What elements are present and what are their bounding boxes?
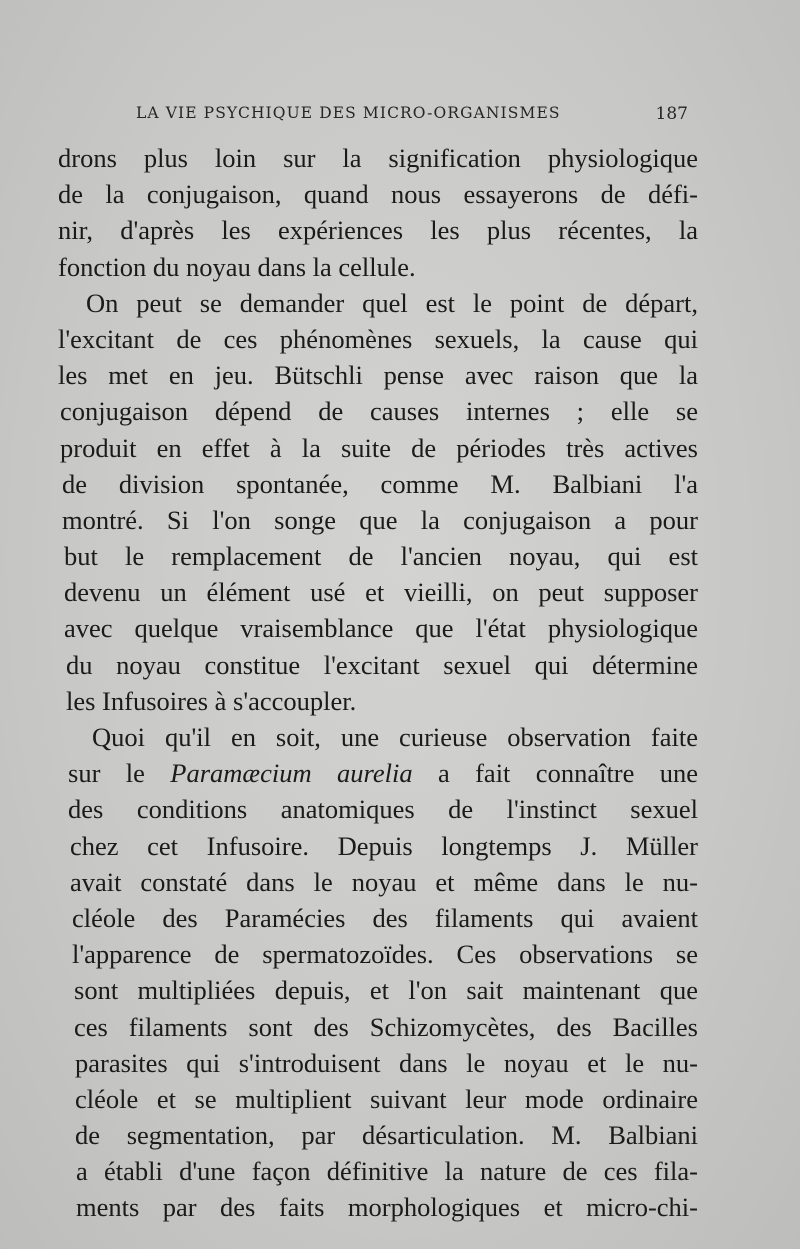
text-line: ces filaments sont des Schizomycètes, des Bacilles: [74, 1011, 698, 1042]
text-line: de segmentation, par désarticulation. M. Balbiani: [75, 1120, 698, 1151]
text-segment: a fait connaître une: [437, 758, 699, 789]
text-line: nir, d'après les expériences les plus récentes, la: [58, 215, 698, 246]
text-line: chez cet Infusoire. Depuis longtemps J. Müller: [70, 830, 698, 861]
text-line: montré. Si l'on songe que la conjugaison a pour: [62, 504, 698, 535]
text-line: l'excitant de ces phénomènes sexuels, la cause qui: [58, 323, 698, 354]
text-line: avait constaté dans le noyau et même dans le nu-: [70, 866, 698, 897]
text-line-with-italic: [58, 755, 698, 791]
text-line: les Infusoires à s'accoupler.: [66, 685, 357, 716]
text-line: fonction du noyau dans la cellule.: [58, 251, 416, 282]
paragraph-3: [58, 719, 698, 1226]
text-line: but le remplacement de l'ancien noyau, qui est: [64, 541, 698, 572]
text-line: parasites qui s'introduisent dans le noyau et le nu-: [75, 1047, 698, 1078]
text-line: de la conjugaison, quand nous essayerons de défi-: [58, 179, 698, 210]
text-line: de division spontanée, comme M. Balbiani l'a: [62, 468, 698, 499]
text-line: du noyau constitue l'excitant sexuel qui détermine: [66, 649, 698, 680]
text-line: drons plus loin sur la signification physiologique: [58, 143, 698, 173]
text-line: ments par des faits morphologiques et micro-chi-: [76, 1192, 698, 1223]
text-line: l'apparence de spermatozoïdes. Ces observations se: [72, 939, 698, 970]
paragraph-1: [58, 140, 698, 285]
body-text: [58, 140, 698, 1226]
text-line: conjugaison dépend de causes internes ; elle se: [60, 396, 698, 427]
text-line: avec quelque vraisemblance que l'état physiologique: [64, 613, 698, 644]
running-header: [60, 104, 688, 130]
species-name: Paramæcium aurelia: [170, 758, 413, 789]
text-segment: sur le: [68, 758, 145, 789]
text-line: produit en effet à la suite de périodes très actives: [60, 432, 698, 463]
running-title: LA VIE PSYCHIQUE DES MICRO-ORGANISMES: [136, 104, 561, 122]
page-number: 187: [655, 104, 688, 124]
text-line: sont multipliées depuis, et l'on sait maintenant que: [74, 975, 698, 1006]
text-line: Quoi qu'il en soit, une curieuse observation faite: [92, 722, 698, 752]
text-line: On peut se demander quel est le point de départ,: [86, 287, 698, 318]
text-line: des conditions anatomiques de l'instinct sexuel: [68, 794, 698, 825]
text-line: les met en jeu. Bütschli pense avec raison que la: [58, 360, 698, 391]
text-line: cléole des Paramécies des filaments qui avaient: [72, 902, 698, 933]
text-line: a établi d'une façon définitive la nature de ces fila-: [76, 1156, 698, 1187]
text-line: cléole et se multiplient suivant leur mode ordinaire: [75, 1083, 698, 1114]
text-line: devenu un élément usé et vieilli, on peut supposer: [64, 577, 698, 608]
paragraph-2: [58, 285, 698, 719]
